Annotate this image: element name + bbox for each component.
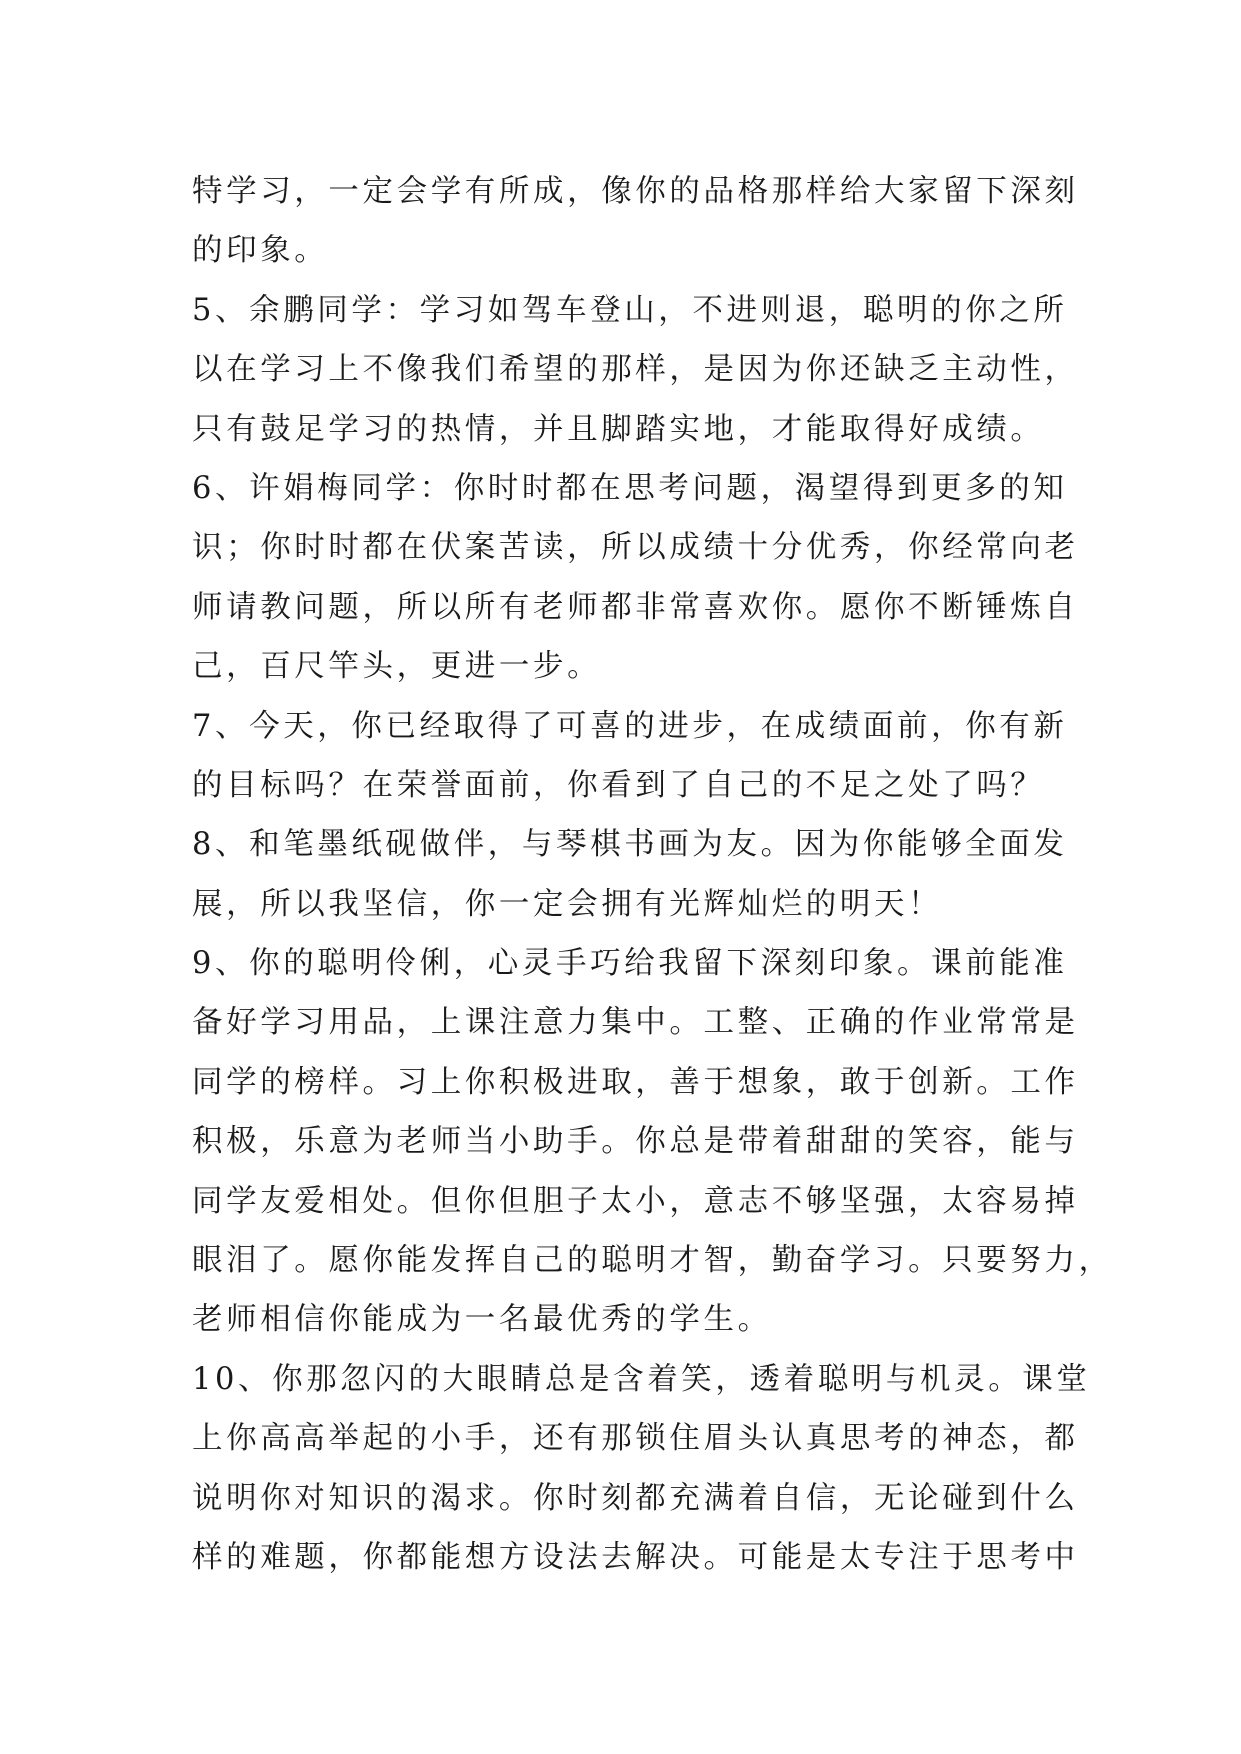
text-line: 7、今天，你已经取得了可喜的进步，在成绩面前，你有新 xyxy=(192,708,1068,744)
text-line: 同学的榜样。习上你积极进取，善于想象，敢于创新。工作 xyxy=(192,1064,1079,1100)
text-line: 说明你对知识的渴求。你时刻都充满着自信，无论碰到什么 xyxy=(192,1480,1079,1516)
text-line: 己，百尺竿头，更进一步。 xyxy=(192,649,602,685)
text-line: 特学习，一定会学有所成，像你的品格那样给大家留下深刻 xyxy=(192,174,1079,209)
document-body xyxy=(192,162,1113,1587)
text-line: 5、余鹏同学：学习如驾车登山，不进则退，聪明的你之所 xyxy=(192,292,1068,328)
text-line: 老师相信你能成为一名最优秀的学生。 xyxy=(192,1302,772,1338)
text-line: 师请教问题，所以所有老师都非常喜欢你。愿你不断锤炼自 xyxy=(192,589,1079,625)
text-line: 的印象。 xyxy=(192,233,329,269)
text-line: 10、你那忽闪的大眼睛总是含着笑，透着聪明与机灵。课堂 xyxy=(192,1361,1091,1397)
text-line: 以在学习上不像我们希望的那样，是因为你还缺乏主动性， xyxy=(192,352,1079,388)
text-line: 积极，乐意为老师当小助手。你总是带着甜甜的笑容，能与 xyxy=(192,1124,1079,1160)
text-line: 样的难题，你都能想方设法去解决。可能是太专注于思考中 xyxy=(192,1539,1079,1575)
text-line: 8、和笔墨纸砚做伴，与琴棋书画为友。因为你能够全面发 xyxy=(192,827,1068,863)
text-line: 只有鼓足学习的热情，并且脚踏实地，才能取得好成绩。 xyxy=(192,411,1045,447)
text-line: 的目标吗？在荣誉面前，你看到了自己的不足之处了吗？ xyxy=(192,767,1045,803)
text-line: 展，所以我坚信，你一定会拥有光辉灿烂的明天！ xyxy=(192,886,943,922)
text-line: 6、许娟梅同学：你时时都在思考问题，渴望得到更多的知 xyxy=(192,470,1068,506)
text-line: 上你高高举起的小手，还有那锁住眉头认真思考的神态，都 xyxy=(192,1421,1079,1457)
text-line: 9、你的聪明伶俐，心灵手巧给我留下深刻印象。课前能准 xyxy=(192,946,1068,982)
text-line: 眼泪了。愿你能发挥自己的聪明才智，勤奋学习。只要努力， xyxy=(192,1243,1113,1279)
text-line: 同学友爱相处。但你但胆子太小，意志不够坚强，太容易掉 xyxy=(192,1183,1079,1219)
text-line: 识；你时时都在伏案苦读，所以成绩十分优秀，你经常向老 xyxy=(192,530,1079,566)
text-line: 备好学习用品，上课注意力集中。工整、正确的作业常常是 xyxy=(192,1005,1079,1041)
